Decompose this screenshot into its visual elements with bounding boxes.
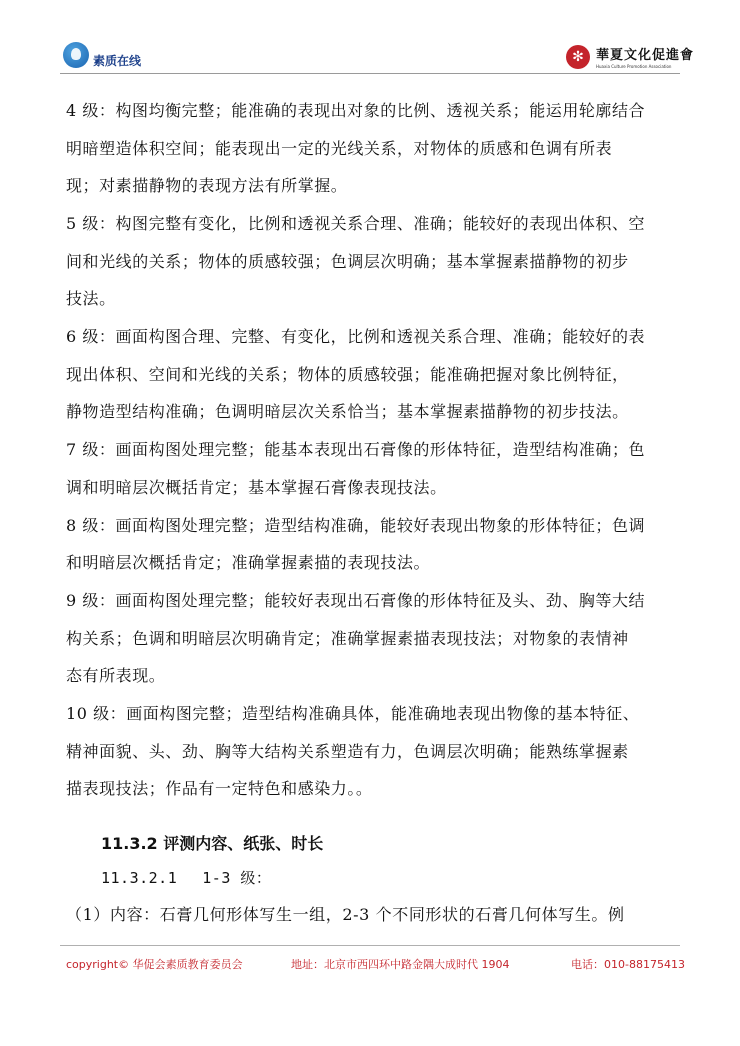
page-header <box>0 0 740 80</box>
org-name: 華夏文化促進會 <box>596 48 695 63</box>
level-paragraph <box>66 205 686 318</box>
paragraph-line: 技法。 <box>66 289 116 308</box>
sub-heading: 11.3.2.1 1-3 级： <box>101 869 272 887</box>
section-heading: 11.3.2 评测内容、纸张、时长 <box>101 834 324 853</box>
paragraph-line: 9 级：画面构图处理完整；能较好表现出石膏像的形体特征及头、劲、胸等大结 <box>66 591 646 610</box>
paragraph-line: 现；对素描静物的表现方法有所掌握。 <box>66 176 348 195</box>
level-paragraph <box>66 582 686 695</box>
header-divider <box>60 73 680 74</box>
org-name-block <box>596 44 694 69</box>
paragraph-line: 6 级：画面构图合理、完整、有变化，比例和透视关系合理、准确；能较好的表 <box>66 327 646 346</box>
content-item-line: （1）内容：石膏几何形体写生一组，2-3 个不同形状的石膏几何体写生。例 <box>66 905 625 924</box>
level-paragraph <box>66 431 686 506</box>
paragraph-line: 5 级：构图完整有变化，比例和透视关系合理、准确；能较好的表现出体积、空 <box>66 214 646 233</box>
huaxia-association-logo <box>566 44 694 69</box>
paragraph-line: 构关系；色调和明暗层次明确肯定；准确掌握素描表现技法；对物象的表情神 <box>66 628 629 648</box>
paragraph-line: 描表现技法；作品有一定特色和感染力。。 <box>66 779 373 798</box>
page-footer <box>66 956 686 974</box>
document-body <box>66 92 686 808</box>
paragraph-line: 态有所表现。 <box>66 666 166 685</box>
paragraph-line: 间和光线的关系；物体的质感较强；色调层次明确；基本掌握素描静物的初步 <box>66 251 629 271</box>
org-english-name: Huaxia Culture Promotion Association <box>596 64 672 69</box>
paragraph-line: 8 级：画面构图处理完整；造型结构准确，能较好表现出物象的形体特征；色调 <box>66 515 646 535</box>
footer-divider <box>60 945 680 946</box>
paragraph-line: 和明暗层次概括肯定；准确掌握素描的表现技法。 <box>66 553 431 572</box>
quality-online-logo-icon <box>63 42 89 68</box>
paragraph-line: 静物造型结构准确；色调明暗层次关系恰当；基本掌握素描静物的初步技法。 <box>66 402 629 421</box>
paragraph-line: 10 级：画面构图完整；造型结构准确具体，能准确地表现出物像的基本特征、 <box>66 704 640 723</box>
footer-copyright: copyright© 华促会素质教育委员会 <box>66 958 243 971</box>
paragraph-line: 7 级：画面构图处理完整；能基本表现出石膏像的形体特征，造型结构准确；色 <box>66 440 646 459</box>
paragraph-line: 4 级：构图均衡完整；能准确的表现出对象的比例、透视关系；能运用轮廓结合 <box>66 101 646 120</box>
quality-online-logo-text: 素质在线 <box>93 54 142 68</box>
level-paragraph <box>66 92 686 205</box>
level-paragraph <box>66 507 686 582</box>
level-paragraph <box>66 318 686 431</box>
paragraph-line: 现出体积、空间和光线的关系；物体的质感较强；能准确把握对象比例特征， <box>66 364 629 384</box>
footer-address: 地址：北京市西四环中路金隅大成时代 1904 <box>291 958 510 971</box>
huaxia-seal-icon: ✻ <box>566 45 590 69</box>
paragraph-line: 调和明暗层次概括肯定；基本掌握石膏像表现技法。 <box>66 477 447 497</box>
paragraph-line: 精神面貌、头、劲、胸等大结构关系塑造有力，色调层次明确；能熟练掌握素 <box>66 741 629 761</box>
paragraph-line: 明暗塑造体积空间；能表现出一定的光线关系，对物体的质感和色调有所表 <box>66 138 613 158</box>
level-paragraph <box>66 695 686 808</box>
quality-online-logo <box>63 40 141 69</box>
footer-phone: 电话：010-88175413 <box>571 958 685 971</box>
